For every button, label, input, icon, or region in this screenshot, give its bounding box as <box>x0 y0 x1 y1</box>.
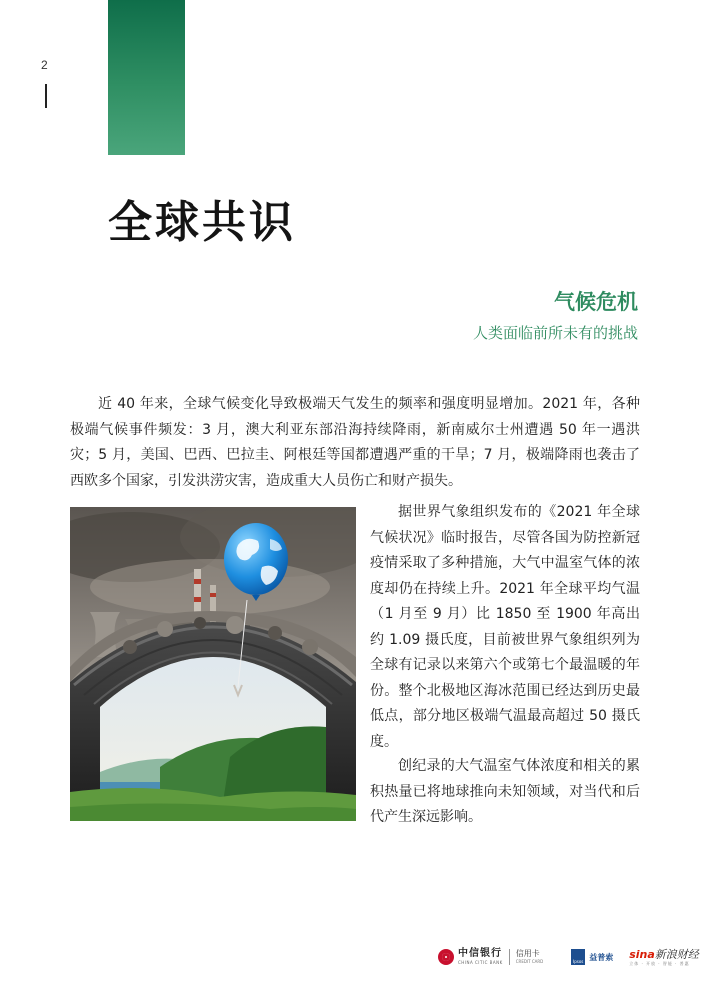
section-subtitle: 人类面临前所未有的挑战 <box>472 324 638 342</box>
footer-logos <box>438 944 699 970</box>
citic-name: 中信银行 <box>458 948 502 959</box>
sina-tagline: 立体 · 开放 · 智能 · 普惠 <box>629 960 690 966</box>
sina-finance-logo <box>629 949 699 966</box>
intro-paragraph: 近 40 年来，全球气候变化导致极端天气发生的频率和强度明显增加。2021 年，各种极端气候事件频发：3 月，澳大利亚东部沿海持续降雨，新南威尔士州遭遇 50 年一遇洪灾；5 月，美国、巴西、巴拉圭、阿根廷等国都遭遇严重的干旱；7 月，极端降雨也袭击了西欧多个国家，引发洪涝灾害，造成重大人员伤亡和财产损失。 <box>70 396 640 489</box>
ipsos-logo <box>571 949 613 965</box>
credit-card-label <box>516 950 543 964</box>
citic-mark-icon <box>438 949 454 965</box>
section-title: 气候危机 <box>554 290 638 314</box>
card-en: CREDIT CARD <box>515 959 544 964</box>
climate-illustration <box>70 507 356 821</box>
closing-paragraph: 创纪录的大气温室气体浓度和相关的累积热量已将地球推向未知领域，对当代和后代产生深远影响。 <box>370 758 640 825</box>
page-title: 全球共识 <box>108 197 296 248</box>
header-green-bar <box>108 0 185 155</box>
ipsos-mark-icon: Ipsos <box>571 949 585 965</box>
footer-divider <box>509 949 510 965</box>
ipsos-name: 益普索 <box>589 952 614 962</box>
sina-name: 新浪财经 <box>654 947 699 961</box>
citic-bank-logo <box>438 949 503 965</box>
sina-brand: sina <box>629 947 655 961</box>
page-number-rule <box>45 84 47 108</box>
wmo-report-paragraph: 据世界气象组织发布的《2021 年全球气候状况》临时报告，尽管各国为防控新冠疫情采取了多种措施，大气中温室气体的浓度却仍在持续上升。2021 年全球平均气温（1 月至 9 月）比 1850 至 1900 年高出约 1.09 摄氏度，目前被世界气象组织列为全球有记录以来第六个或第七个最温暖的年份。整个北极地区海冰范围已经达到历史最低点，部分地区极端气温最高超过 50 摄氏度。 <box>370 504 640 750</box>
citic-en: CHINA CITIC BANK <box>458 960 503 965</box>
card-name: 信用卡 <box>515 949 540 958</box>
page-number: 2 <box>41 58 48 72</box>
